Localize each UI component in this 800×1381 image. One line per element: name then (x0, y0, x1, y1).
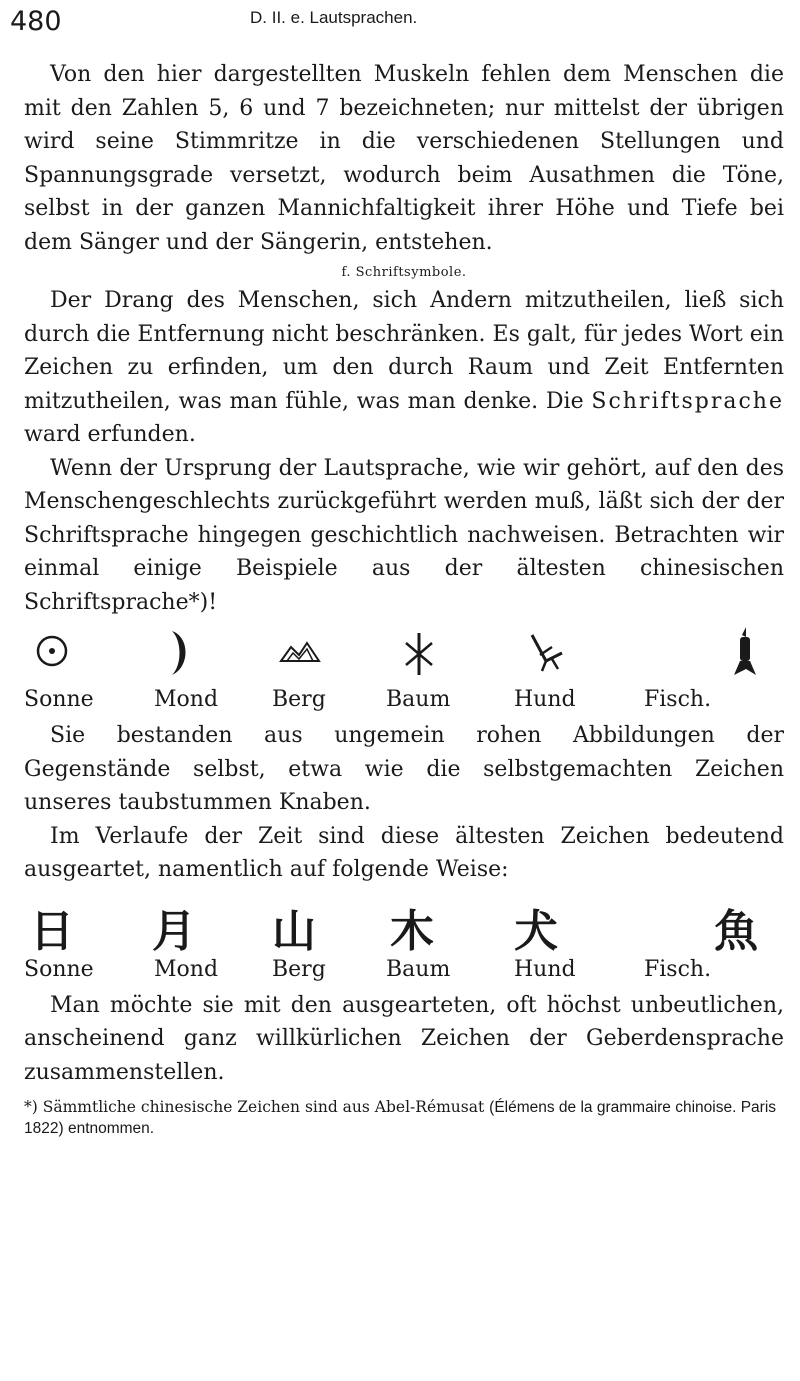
label-hund: Hund (514, 687, 576, 712)
section-heading: f. Schriftsymbole. (341, 265, 467, 280)
paragraph-drang (24, 284, 784, 452)
modern-glyph-row (24, 893, 784, 957)
page-number: 480 (10, 6, 62, 37)
sun-han-glyph: 日 (30, 905, 74, 957)
label-hund-2: Hund (514, 956, 576, 982)
paragraph-moechte: Man möchte sie mit den ausgearteten, oft höchst unbeutlichen, anscheinend ganz willkürlichen Zeichen der Geberdensprache zusammenstellen. (24, 992, 784, 1085)
tree-han-glyph: 木 (390, 905, 434, 957)
dog-han-glyph: 犬 (514, 905, 558, 957)
modern-label-row (24, 957, 784, 989)
paragraph-muscles: Von den hier dargestellten Muskeln fehlen dem Menschen die mit den Zahlen 5, 6 und 7 bezeichneten; nur mittelst der übrigen wird seine Stimmritze in die verschiedenen Stellungen und Spannungsgrade versetzt, wodurch beim Ausathmen die Töne, selbst in der ganzen Mannichfaltigkeit ihrer Höhe und Tiefe bei dem Sänger und der Sängerin, entstehen. (24, 62, 784, 255)
paragraph-bestanden: Sie bestanden aus ungemein rohen Abbildungen der Gegenstände selbst, etwa wie die selbstgemachten Zeichen unseres taubstummen Knaben. (24, 723, 784, 815)
page-header (0, 0, 800, 40)
paragraph-drang-b: ward erfunden. (24, 422, 196, 447)
dog-glyph-icon (522, 625, 568, 681)
label-berg-2: Berg (272, 956, 326, 982)
sun-glyph-icon (30, 625, 76, 681)
term-schriftsprache: Schriftsprache (591, 388, 784, 414)
moon-glyph-icon (156, 625, 202, 681)
label-fisch-2: Fisch. (644, 956, 712, 982)
fish-han-glyph: 魚 (714, 905, 758, 957)
ancient-glyph-row (24, 625, 784, 687)
label-baum: Baum (386, 687, 451, 712)
label-sonne: Sonne (24, 687, 94, 712)
page-body (24, 58, 784, 1139)
ancient-label-row (24, 687, 784, 719)
footnote-b: (Élémens de la grammaire chinoise. Paris 1822) entnommen. (24, 1099, 777, 1137)
moon-han-glyph: 月 (152, 905, 196, 957)
footnote (24, 1097, 784, 1139)
tree-glyph-icon (396, 625, 442, 681)
paragraph-verlaufe: Im Verlaufe der Zeit sind diese ältesten Zeichen bedeutend ausgeartet, namentlich auf folgende Weise: (24, 823, 784, 882)
fish-glyph-icon (724, 625, 770, 681)
footnote-a: *) Sämmtliche chinesische Zeichen sind aus Abel-Rémusat (24, 1098, 485, 1116)
label-baum-2: Baum (386, 956, 451, 982)
running-title: D. II. e. Lautsprachen. (250, 8, 418, 27)
mountain-han-glyph: 山 (272, 905, 316, 957)
label-berg: Berg (272, 687, 326, 712)
label-mond-2: Mond (154, 956, 219, 982)
label-mond: Mond (154, 687, 219, 712)
label-sonne-2: Sonne (24, 956, 94, 982)
paragraph-drang-a: Der Drang des Menschen, sich Andern mitzutheilen, ließ sich durch die Entfernung nicht beschränken. Es galt, für jedes Wort ein Zeichen zu erfinden, um den durch Raum und Zeit Entfernten mitzutheilen, was man fühle, was man denke. Die (24, 288, 784, 414)
label-fisch: Fisch. (644, 687, 712, 712)
paragraph-ursprung: Wenn der Ursprung der Lautsprache, wie wir gehört, auf den des Menschengeschlechts zurückgeführt werden muß, läßt sich der der Schriftsprache hingegen geschichtlich nachweisen. Betrachten wir einmal einige Beispiele aus der ältesten chinesischen Schriftsprache*)! (24, 455, 784, 615)
mountain-glyph-icon (277, 625, 323, 681)
